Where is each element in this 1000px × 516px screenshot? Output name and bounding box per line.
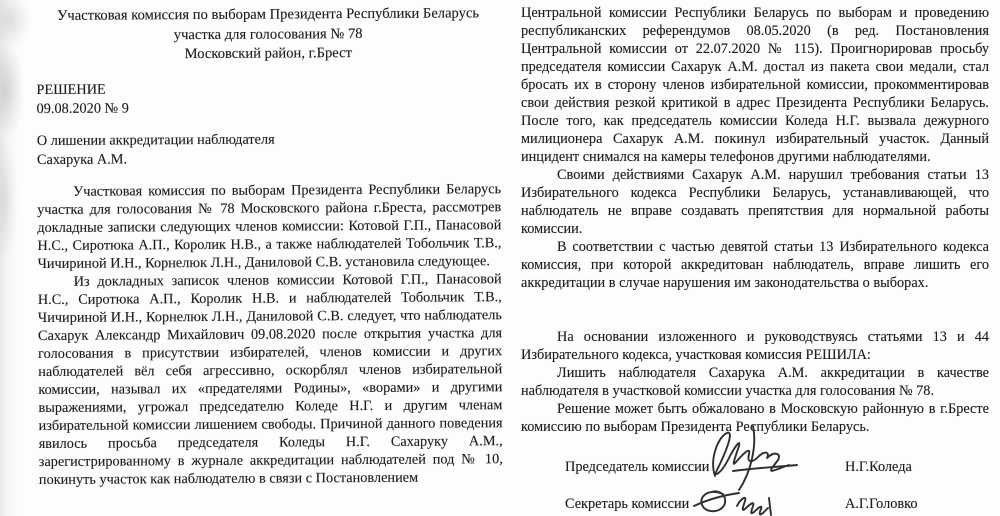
subject-line-1: О лишении аккредитации наблюдателя — [36, 131, 275, 149]
body-paragraph-continuation: Центральной комиссии Республики Беларусь по выборам и проведению республиканских референдумов 08.05.2020 (в ред. Постановления Центральной комиссии от 22.07.2020 № 115). Проигнорировав просьбу председателя комиссии Сахарук А.М. достал из пакета свои медали, стал бросать их в сторону членов избирательной комиссии, прокомментировав свои действия резкой критикой в адрес Президента Республики Беларусь. После того, как председатель комиссии Коледа Н.Г. вызвала дежурного милиционера Сахарук А.М. покинул избирательный участок. Данный инцидент снимался на камеры телефонов другими наблюдателями. — [521, 5, 989, 165]
decision-heading — [36, 78, 500, 119]
decision-subject — [37, 129, 501, 170]
header-line-precinct: участка для голосования № 78 — [173, 25, 363, 43]
body-paragraph-preamble: Участковая комиссия по выборам Президента Республики Беларусь участка для голосования № 78 Московского района г.Бреста, рассмотрев докладные записки следующих членов комиссии: Котовой Г.П., Панасовой Н.С., Сиротюка А.П., Королик Н.В., а также наблюдателей Тобольчик Т.В., Чичириной И.Н., Корнелюк Л.Н., Даниловой С.В. установила следующее. — [37, 180, 502, 272]
signature-row-chairman — [521, 448, 989, 485]
body-paragraph-findings: Из докладных записок членов комиссии Котовой Г.П., Панасовой Н.С., Сиротюка А.П., Королик Н.В. и наблюдателей Тобольчик Т.В., Чичириной И.Н., Корнелюк Л.Н., Даниловой С.В. следует, что наблюдатель Сахарук Александр Михайлович 09.08.2020 после открытия участка для голосования в присутствии избирателей, членов комиссии и других наблюдателей вёл себя агрессивно, оскорблял членов избирательной комиссии, называл их «предателями Родины», «ворами» и другими выражениями, угрожал председателю Коледе Н.Г. и другим членам избирательной комиссии лишением свободы. Причиной данного поведения явилось просьба председателя Коледы Н.Г. Сахаруку А.М., зарегистрированному в журнале аккредитации наблюдателей под № 10, покинуть участок как наблюдателю в связи с Постановлением — [37, 270, 503, 488]
secretary-role-label: Секретарь комиссии — [565, 495, 690, 512]
header-line-location: Московский район, г.Брест — [184, 45, 353, 63]
signature-row-secretary — [521, 485, 989, 516]
resolution-paragraph-decided: На основании изложенного и руководствуясь статьями 13 и 44 Избирательного кодекса, участковая комиссия РЕШИЛА: — [521, 329, 989, 363]
secretary-name: А.Г.Головко — [845, 495, 918, 512]
left-page-column — [36, 4, 503, 488]
header-line-commission: Участковая комиссия по выборам Президента Республики Беларусь — [56, 5, 480, 24]
right-page-column — [521, 4, 989, 516]
decision-title: РЕШЕНИЕ — [36, 81, 106, 98]
chairman-name: Н.Г.Коледа — [845, 458, 912, 475]
commission-header — [36, 4, 500, 65]
subject-line-2: Сахарука А.М. — [36, 150, 128, 168]
resolution-paragraph-appeal: Решение может быть обжаловано в Московскую районную в г.Бресте комиссию по выборам Президента Республики Беларусь. — [521, 401, 989, 435]
resolution-paragraph-revoke: Лишить наблюдателя Сахарука А.М. аккредитации в качестве наблюдателя в участковой комиссии участка для голосования № 78. — [521, 365, 989, 399]
chairman-role-label: Председатель комиссии — [565, 458, 710, 475]
signature-block — [521, 448, 989, 516]
decision-date-number: 09.08.2020 № 9 — [36, 99, 129, 117]
body-paragraph-violation: Своими действиями Сахарук А.М. нарушил требования статьи 13 Избирательного кодекса Республики Беларусь, устанавливающей, что наблюдатель не вправе создавать препятствия для нормальной работы комиссии. — [521, 167, 989, 237]
body-paragraph-legal-basis: В соответствии с частью девятой статьи 13 Избирательного кодекса комиссия, при которой аккредитован наблюдатель, вправе лишить его аккредитации в случае нарушения им законодательства о выборах. — [521, 239, 989, 291]
